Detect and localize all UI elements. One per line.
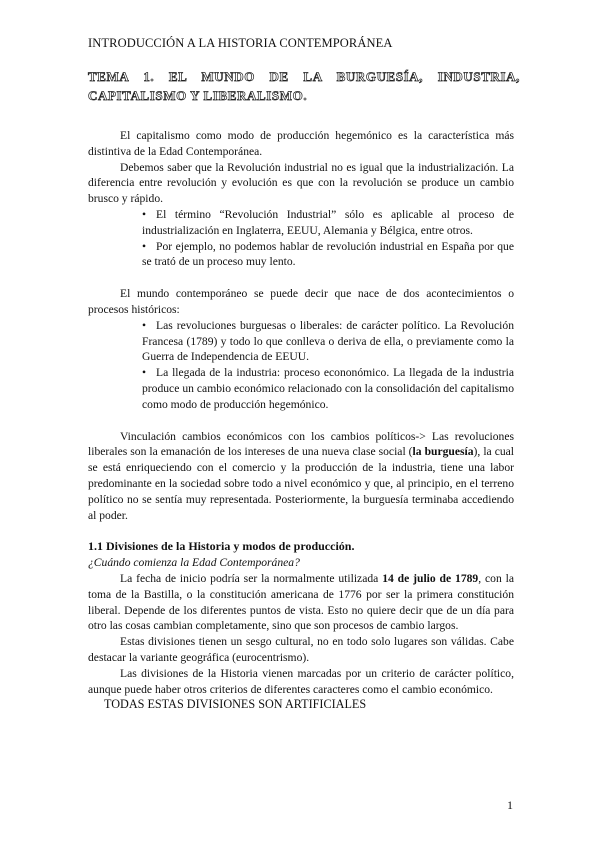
paragraph-start-date: La fecha de inicio podría ser la normalmente utilizada 14 de julio de 1789, con la toma de la Bastilla, o la constitución americana de 1776 por ser la primera constitución liberal. Depende de los diferentes puntos de vista. Esto no quiere decir que de un día para otro las cosas cambian completamente, sino que son procesos de cambio largos. (88, 571, 514, 633)
bullet-icon: • (142, 207, 147, 221)
spacer (88, 270, 514, 286)
paragraph-industrial-revolution: Debemos saber que la Revolución industrial no es igual que la industrialización. La diferencia entre revolución y evolución es que con la revolución se produce un cambio brusco y rápido. (88, 160, 514, 206)
document-body (88, 128, 514, 713)
bullet-text: Las revoluciones burguesas o liberales: de carácter político. La Revolución Francesa (1789) y todo lo que conlleva o deriva de ella, o previamente como la Guerra de Independencia de EEUU. (142, 318, 514, 364)
bullet-icon: • (142, 366, 147, 380)
bullet-item (142, 318, 514, 365)
bullet-item (142, 207, 514, 239)
page-number: 1 (507, 798, 513, 812)
page-header: INTRODUCCIÓN A LA HISTORIA CONTEMPORÁNEA (88, 36, 393, 50)
chapter-title: TEMA 1. EL MUNDO DE LA BURGUESÍA, INDUSTRIA, CAPITALISMO Y LIBERALISMO. (88, 69, 520, 103)
bullet-text: El término “Revolución Industrial” sólo es aplicable al proceso de industrialización en Inglaterra, EEUU, Alemania y Bélgica, entre otros. (142, 207, 514, 237)
spacer (88, 523, 514, 539)
bullet-item (142, 365, 514, 412)
paragraph-capitalism: El capitalismo como modo de producción hegemónico es la característica más distintiva de la Edad Contemporánea. (88, 129, 514, 158)
bullet-text: La llegada de la industria: proceso econonómico. La llegada de la industria produce un cambio económico relacionado con la consolidación del capitalismo como modo de producción hegemónico. (142, 366, 514, 411)
spacer (88, 413, 514, 429)
bold-term: la burguesía (412, 445, 474, 459)
paragraph-division-criteria: Las divisiones de la Historia vienen marcadas por un criterio de carácter político, aunque puede haber otros criterios de diferentes caracteres como el cambio económico. (88, 666, 514, 696)
paragraph-cultural-bias: Estas divisiones tienen un sesgo cultural, no en todo solo lugares son válidas. Cabe destacar la variante geográfica (eurocentrismo). (88, 635, 514, 664)
bullet-icon: • (142, 239, 147, 253)
bold-date: 14 de julio de 1789 (382, 571, 479, 585)
bullet-item (142, 239, 514, 271)
section-question: ¿Cuándo comienza la Edad Contemporánea? (88, 556, 300, 570)
bullet-icon: • (142, 318, 147, 332)
paragraph-artificial-divisions: TODAS ESTAS DIVISIONES SON ARTIFICIALES (104, 697, 367, 712)
bullet-text: Por ejemplo, no podemos hablar de revolución industrial en España por que se trató de un proceso muy lento. (142, 239, 514, 269)
section-heading: 1.1 Divisiones de la Historia y modos de producción. (88, 539, 355, 554)
paragraph-contemporary-world: El mundo contemporáneo se puede decir que nace de dos acontecimientos o procesos históricos: (88, 287, 514, 316)
paragraph-economic-political: Vinculación cambios económicos con los cambios políticos-> Las revoluciones liberales son la emanación de los intereses de una nueva clase social (la burguesía), la cual se está enriqueciendo con el comercio y la producción de la industria, tiene una labor predominante en la sociedad sobre todo a nivel económico y que, al principio, en el terreno político no se sentía muy representada. Posteriormente, la burguesía terminaba accediendo al poder. (88, 429, 515, 522)
